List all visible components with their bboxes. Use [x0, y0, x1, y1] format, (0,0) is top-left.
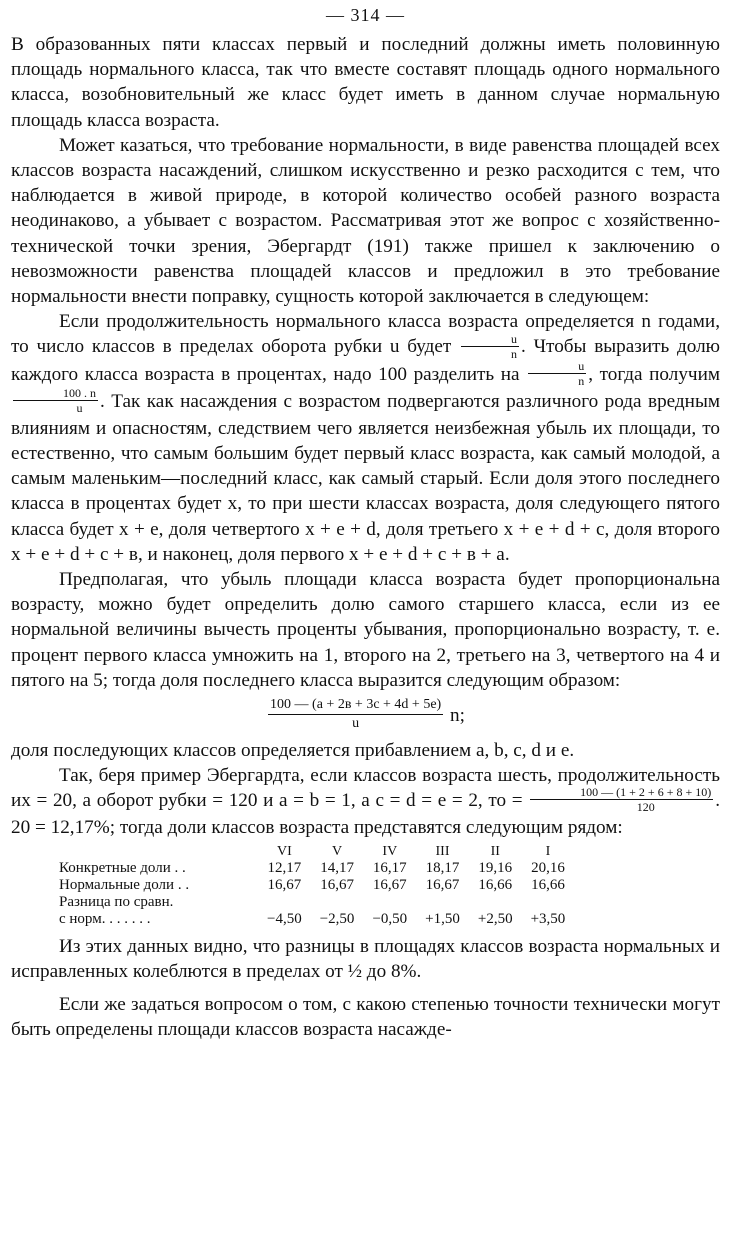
table-cell: 12,17	[267, 859, 302, 876]
row-label: Нормальные доли . .	[59, 876, 190, 893]
table-cell: 16,67	[267, 876, 302, 893]
fraction-numerator: u	[461, 333, 519, 347]
fraction-denominator: n	[578, 373, 585, 388]
paragraph-1: В образованных пяти классах первый и последний должны иметь половинную площадь нормального класса, так что вместе составят площадь одного нормального класса, возобновительный же класс будет иметь в данном случае нормальную площадь класса возраста.	[11, 34, 720, 131]
page-number: — 314 —	[326, 5, 405, 25]
column-header: I	[545, 843, 551, 859]
fraction-u-n-2	[528, 360, 586, 387]
row-label: с норм. . . . . . .	[59, 910, 151, 927]
table-cell: 16,17	[372, 859, 407, 876]
table-cell	[258, 894, 311, 911]
fraction-numerator: 100 — (1 + 2 + 6 + 8 + 10)	[530, 786, 713, 800]
column-header: V	[332, 843, 343, 859]
table-corner	[59, 843, 258, 860]
paragraph-2-tail: ) также пришел к заключению о невозможности равенства площадей классов и предложил в это требование нормальности внести поправку, сущность которой заключается в следующем:	[11, 235, 720, 308]
paragraph-6	[11, 763, 720, 841]
paragraph-2	[11, 133, 720, 309]
column-header: II	[490, 843, 500, 859]
table-cell: 18,17	[425, 859, 460, 876]
paragraph-3-d: . Так как насаждения с возрастом подвергаются различного рода вредным влияниям и опасностям, следствием чего является неизбежная убыль их площади, то естественно, что самым большим будет первый класс возраста, как самый молодой, а самым маленьким—последний класс, как самый старый. Если доля этого последнего класса в процентах будет x, то при шести классах возраста, доля следующего пятого класса будет x + e, доля четвертого x + e + d, доля третьего x + e + d + c, доля второго x + e + d + c + в, и наконец, доля первого x + e + d + c + в + a.	[11, 390, 720, 565]
fraction-100n-u	[13, 387, 98, 414]
column-header: IV	[382, 843, 398, 859]
column-header: III	[435, 843, 450, 859]
fraction-denominator: 120	[636, 800, 655, 815]
table-cell: 16,66	[478, 876, 513, 893]
fraction-denominator: u	[76, 400, 83, 415]
paragraph-4: Предполагая, что убыль площади класса возраста будет пропорциональна возрасту, можно будет определить долю самого старшего класса, если из ее нормальной величины вычесть проценты убывания, пропорционально возрасту, т. е. процент первого класса умножить на 1, второго на 2, третьего на 3, четвертого на 4 и пятого на 5; тогда доля последнего класса выразится следующим образом:	[11, 568, 720, 691]
paragraph-5: доля последующих классов определяется прибавлением a, b, c, d и e.	[11, 739, 575, 761]
formula-tail: n;	[450, 704, 465, 726]
table-cell: +1,50	[425, 910, 460, 927]
paragraph-3-c: , тогда получим	[588, 363, 720, 385]
table-row	[59, 877, 574, 894]
table-cell: 14,17	[320, 859, 354, 876]
table-cell	[363, 894, 416, 911]
table-cell: −2,50	[319, 910, 355, 927]
table-cell: −0,50	[372, 910, 408, 927]
table-row	[59, 911, 574, 928]
table-cell	[416, 894, 469, 911]
table-cell: +2,50	[477, 910, 513, 927]
paragraph-8: Если же задаться вопросом о том, с какою степенью точности технически могут быть определены площади классов возраста насажде-	[11, 994, 720, 1041]
row-label: Конкретные доли . .	[59, 859, 186, 876]
table-row	[59, 894, 574, 911]
paragraph-3-b: . Чтобы выразить долю каждого класса возраста в процентах, надо 100 разделить на	[11, 336, 720, 385]
table-cell: −4,50	[267, 910, 302, 927]
row-label: Разница по сравн.	[59, 893, 174, 910]
table-cell	[311, 894, 364, 911]
fraction-numerator: u	[528, 360, 586, 374]
table-cell	[522, 894, 575, 911]
table-row	[59, 860, 574, 877]
fraction-u-n	[461, 333, 519, 360]
table-cell: 16,67	[425, 876, 460, 893]
paragraph-7: Из этих данных видно, что разницы в площадях классов возраста нормальных и исправленных колеблются в пределах от ½ до 8%.	[11, 935, 720, 982]
paragraph-3-a: Если продолжительность нормального класса возраста определяется n годами, то число классов в пределах оборота рубки u будет	[11, 311, 720, 358]
formula	[11, 696, 720, 734]
table-cell: 16,66	[531, 876, 565, 893]
formula-numerator: 100 — (a + 2в + 3c + 4d + 5e)	[268, 697, 443, 715]
fraction-numerator: 100 . n	[13, 387, 98, 401]
table-cell: 16,67	[320, 876, 354, 893]
paragraph-3	[11, 309, 720, 567]
column-header: VI	[276, 843, 292, 859]
table-cell: 19,16	[478, 859, 513, 876]
data-table	[59, 843, 574, 928]
table-cell: 20,16	[531, 859, 565, 876]
formula-denominator: u	[352, 715, 360, 731]
table-cell: +3,50	[530, 910, 566, 927]
paragraph-6-a: Так, беря пример Эбергардта, если классов возраста шесть, продолжительность их = 20, а оборот рубки = 120 и a = b = 1, a c = d = e = 2, то =	[11, 765, 720, 812]
fraction-denominator: n	[511, 346, 518, 361]
paragraph-2-text: Может казаться, что требование нормальности, в виде равенства площадей всех классов возраста насаждений, слишком искусственно и резко расходится с тем, что наблюдается в живой природе, в которой количество особей разного возраста неодинаково, а убывает с возрастом. Рассматривая этот же вопрос с хозяйственно-технической точки зрения, Эбергардт (	[11, 134, 720, 257]
table-cell	[469, 894, 522, 911]
paragraph-6-b: . 20 = 12,17%; тогда доли классов возраста представятся следующим рядом:	[11, 790, 721, 839]
footnote-ref: 191	[373, 235, 403, 257]
fraction-example	[530, 786, 713, 813]
formula-fraction	[268, 697, 443, 732]
table-cell: 16,67	[372, 876, 407, 893]
table-header-row	[59, 843, 574, 860]
